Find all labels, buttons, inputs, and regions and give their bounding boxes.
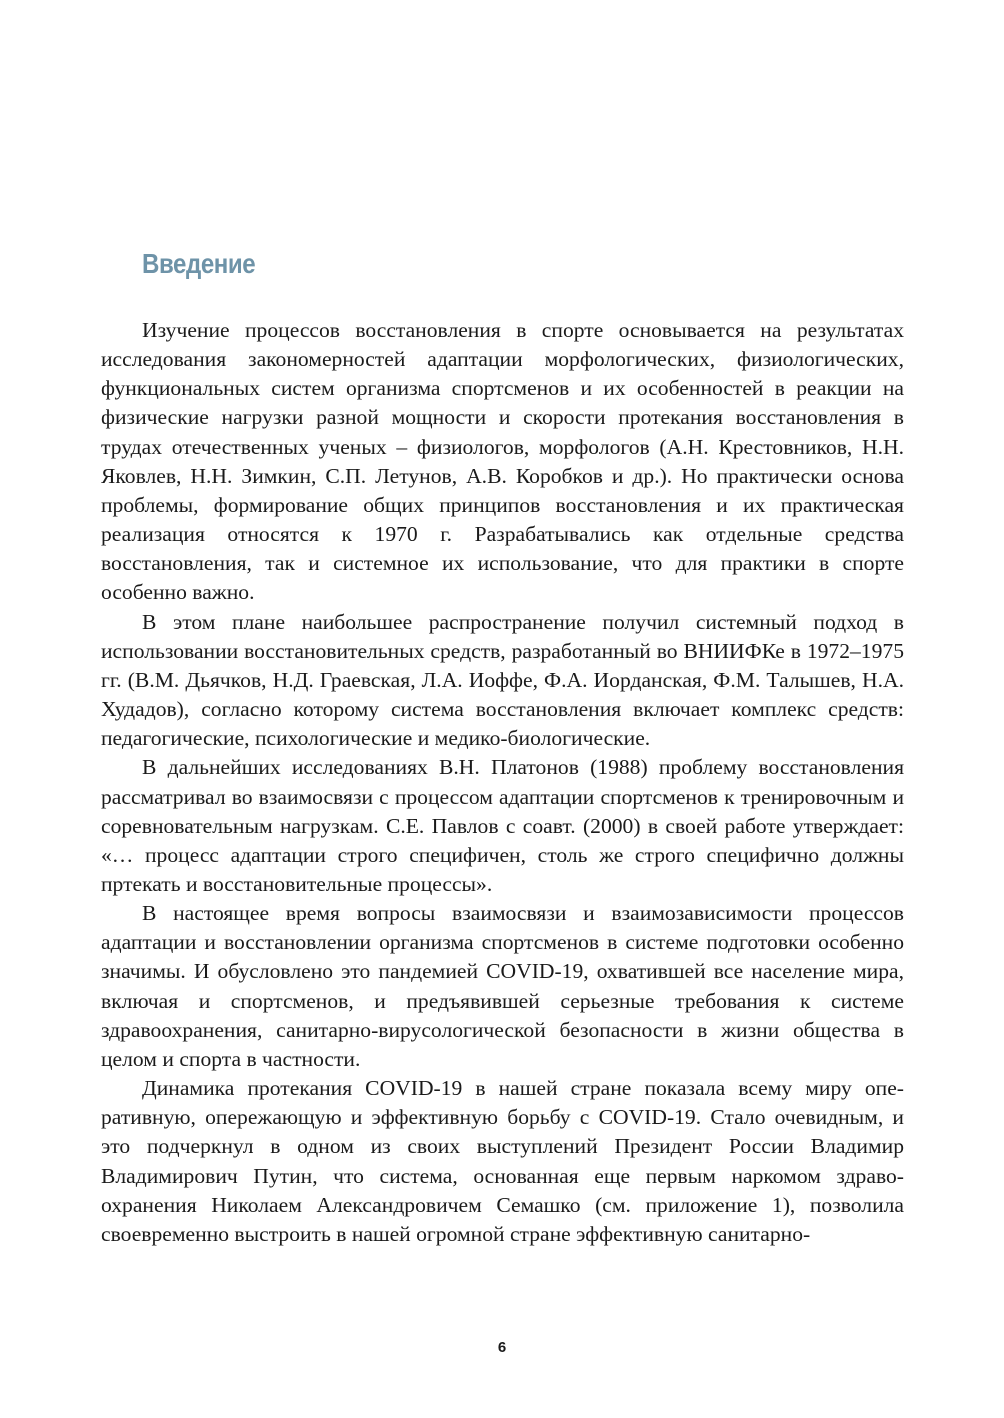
paragraph-1: Изучение процессов восстановления в спорте основывается на результатах исследования закономерностей адаптации морфологических, физиологических, функциональных систем организма спортсменов и их особенностей в реакции на физические нагрузки разной мощности и скорости протекания восстановления в трудах отечественных ученых – физиологов, морфологов (А.Н. Крестовников, Н.Н. Яковлев, Н.Н. Зимкин, С.П. Летунов, А.В. Коробков и др.). Но практически основа проблемы, формирование общих принципов восстановления и их практическая реализация относятся к 1970 г. Разрабатывались как отдельные средства восстановления, так и системное их использование, что для практики в спорте особенно важно.: [101, 318, 904, 605]
paragraph-2: В этом плане наибольшее распространение получил системный подход в использовании восстановительных средств, разработанный во ВНИИФКе в 1972–1975 гг. (В.М. Дьячков, Н.Д. Граевская, Л.А. Иоффе, Ф.А. Иорданская, Ф.М. Талышев, Н.А. Худадов), согласно которому система восстановления включает комплекс средств: педагогические, психологические и медико-биологические.: [101, 609, 904, 751]
paragraph-5: Динамика протекания COVID-19 в нашей стране показала всему миру оперативную, опережающую и эффективную борьбу с COVID-19. Стало очевидным, и это подчеркнул в одном из своих выступлений Президент России Владимир Владимирович Путин, что система, основанная еще первым наркомом здравоохранения Николаем Александровичем Семашко (см. приложение 1), позволила своевременно выстроить в нашей огромной стране эффективную санитарно-: [101, 1076, 904, 1246]
body-text: [101, 316, 904, 1249]
paragraph-3: В дальнейших исследованиях В.Н. Платонов (1988) проблему восстановления рассматривал во взаимосвязи с процессом адаптации спортсменов к тренировочным и соревновательным нагрузкам. С.Е. Павлов с соавт. (2000) в своей работе утверждает: «… процесс адаптации строго специфичен, столь же строго специфично должны пртекать и восстановительные процессы».: [101, 755, 904, 896]
page-number: 6: [497, 1339, 507, 1356]
paragraph-4: В настоящее время вопросы взаимосвязи и взаимозависимости процессов адаптации и восстановлении организма спортсменов в системе подготовки особенно значимы. И обусловлено это пандемией COVID-19, охватившей все население мира, включая и спортсменов, и предъявившей серьезные требования к системе здравоохранения, санитарно-вирусологической безопасности в жизни общества в целом и спорта в частности.: [101, 901, 904, 1071]
section-heading: Введение: [142, 248, 256, 279]
